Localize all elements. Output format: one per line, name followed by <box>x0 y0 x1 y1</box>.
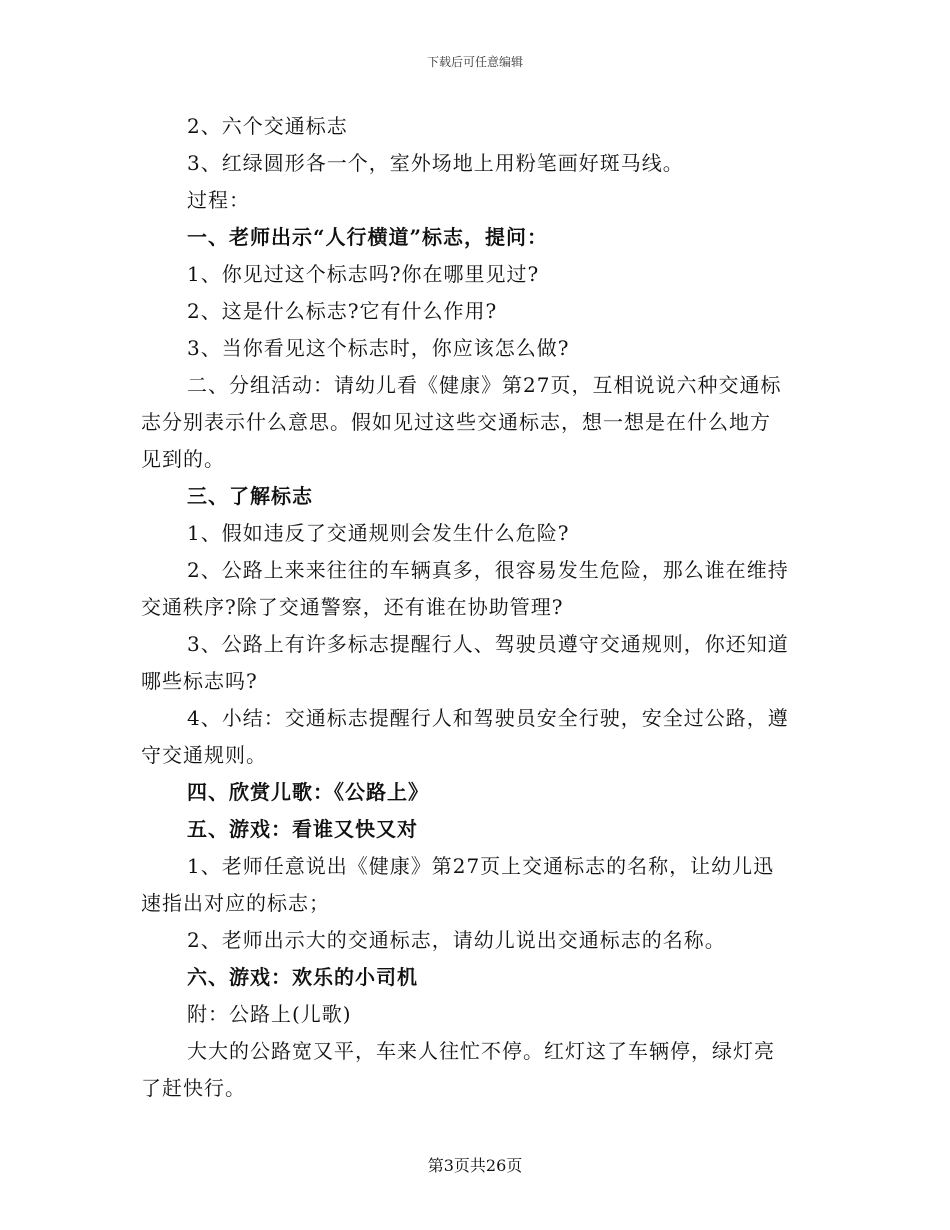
page-header: 下载后可任意编辑 <box>426 55 523 69</box>
section-heading: 一、老师出示“人行横道”标志，提问： <box>187 225 549 249</box>
paragraph-line: 3、当你看见这个标志时，你应该怎么做? <box>187 336 570 360</box>
section-heading: 三、了解标志 <box>187 484 313 508</box>
paragraph-line: 过程： <box>187 188 250 212</box>
section-heading: 六、游戏：欢乐的小司机 <box>187 965 418 989</box>
paragraph-line: 2、公路上来来往往的车辆真多，很容易发生危险，那么谁在维持 <box>187 558 789 582</box>
document-body <box>141 108 811 1107</box>
page-footer: 第3页共26页 <box>427 1156 523 1175</box>
paragraph-line: 2、这是什么标志?它有什么作用? <box>187 299 498 323</box>
paragraph-line: 2、六个交通标志 <box>187 114 348 138</box>
paragraph-line: 1、老师任意说出《健康》第27页上交通标志的名称，让幼儿迅 <box>187 854 775 878</box>
paragraph-line: 3、公路上有许多标志提醒行人、驾驶员遵守交通规则，你还知道 <box>187 632 789 656</box>
paragraph-line: 哪些标志吗? <box>141 669 258 693</box>
paragraph-line: 1、你见过这个标志吗?你在哪里见过? <box>187 262 540 286</box>
paragraph-line: 附：公路上(儿歌) <box>187 1002 352 1026</box>
paragraph-line: 守交通规则。 <box>141 743 267 767</box>
paragraph-line: 速指出对应的标志； <box>141 891 330 915</box>
paragraph-line: 大大的公路宽又平，车来人往忙不停。红灯这了车辆停，绿灯亮 <box>187 1039 775 1063</box>
paragraph-line: 了赶快行。 <box>141 1076 246 1100</box>
paragraph-line: 二、分组活动：请幼儿看《健康》第27页，互相说说六种交通标 <box>187 373 782 397</box>
paragraph-line: 志分别表示什么意思。假如见过这些交通标志，想一想是在什么地方 <box>141 410 771 434</box>
section-heading: 五、游戏：看谁又快又对 <box>187 817 418 841</box>
section-heading: 四、欣赏儿歌：《公路上》 <box>187 780 429 804</box>
paragraph-line: 3、红绿圆形各一个，室外场地上用粉笔画好斑马线。 <box>187 151 684 175</box>
paragraph-line: 交通秩序?除了交通警察，还有谁在协助管理? <box>141 595 564 619</box>
paragraph-line: 4、小结：交通标志提醒行人和驾驶员安全行驶，安全过公路，遵 <box>187 706 789 730</box>
paragraph-line: 2、老师出示大的交通标志，请幼儿说出交通标志的名称。 <box>187 928 726 952</box>
paragraph-line: 见到的。 <box>141 447 225 471</box>
paragraph-line: 1、假如违反了交通规则会发生什么危险? <box>187 521 570 545</box>
